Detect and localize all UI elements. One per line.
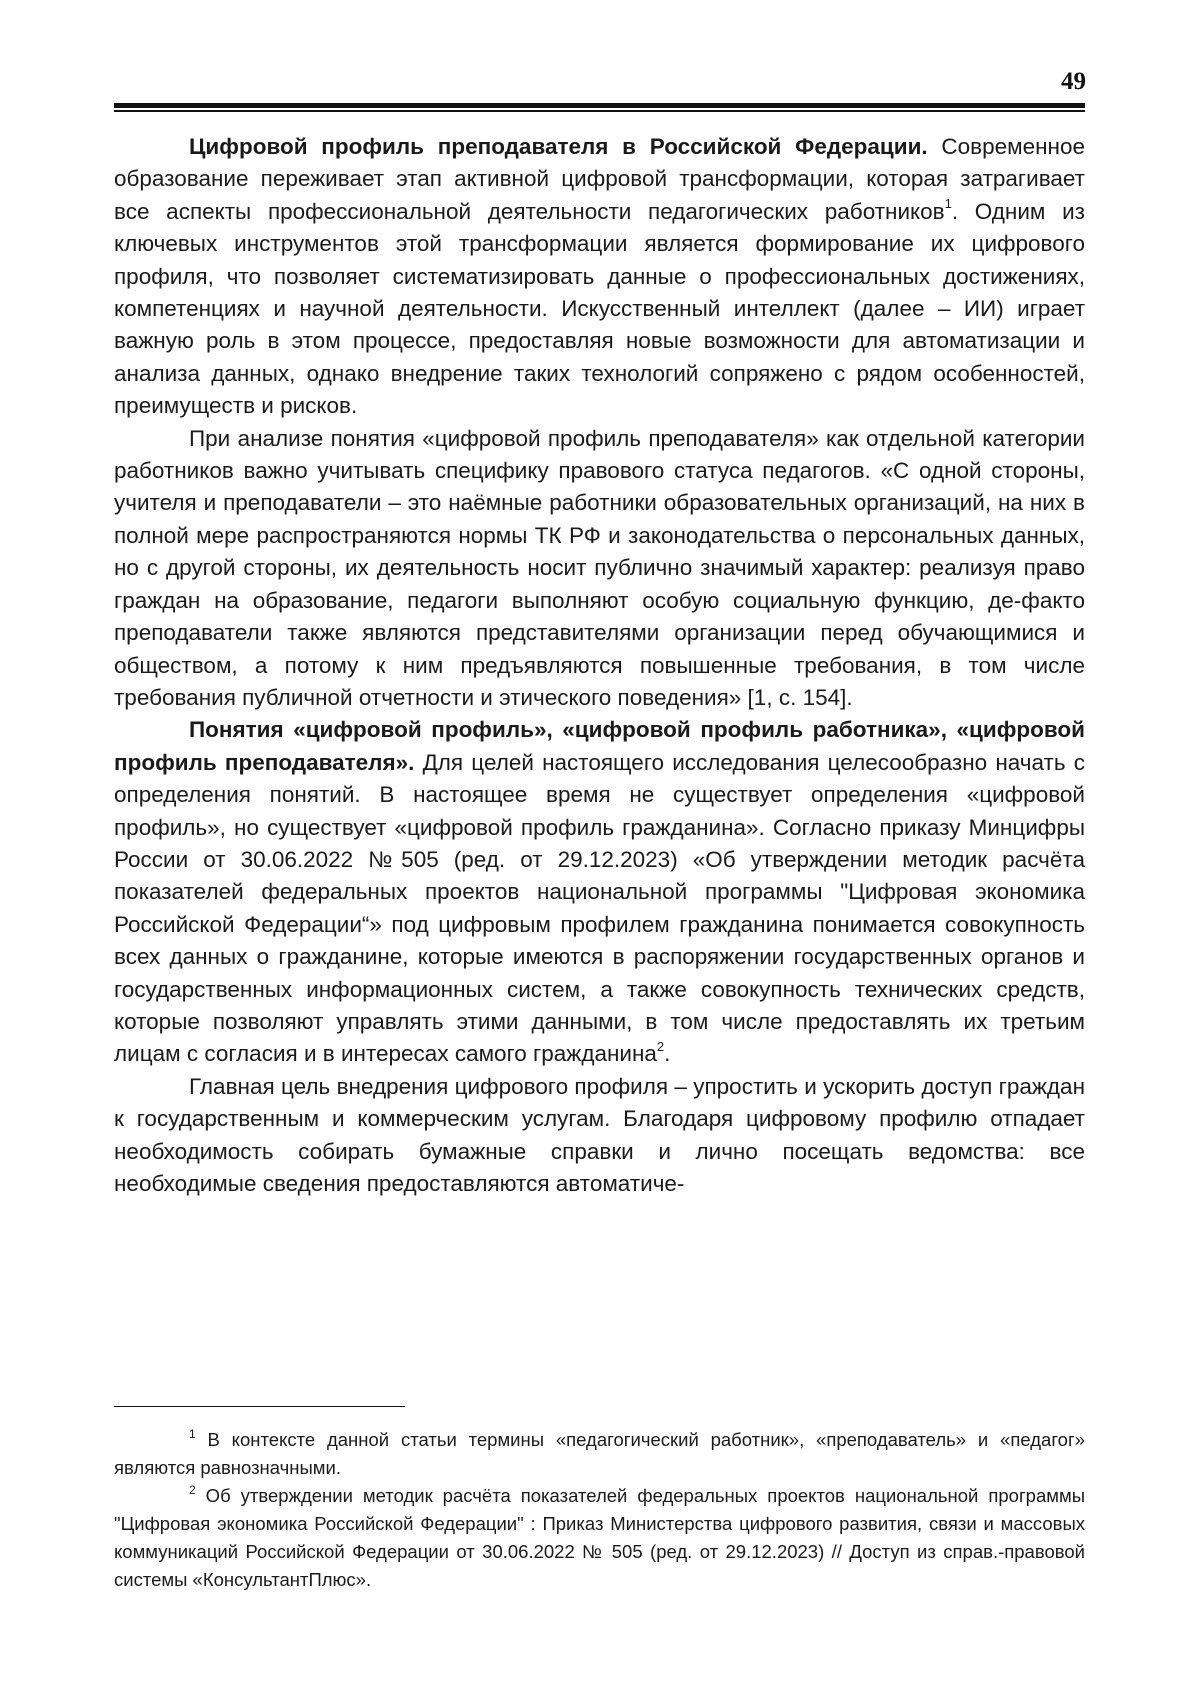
paragraph-2: При анализе понятия «цифровой профиль преподавателя» как отдельной категории работников важно учитывать специфику правового статуса педагогов. «С одной стороны, учителя и преподаватели – это наёмные работники образовательных организаций, на них в полной мере распространяются нормы ТК РФ и законодательства о персональных данных, но с другой стороны, их деятельность носит публично значимый характер: реализуя право граждан на образование, педагоги выполняют особую социальную функцию, де-факто преподаватели также являются представителями организации перед обучающимися и обществом, а потому к ним предъявляются повышенные требования, в том числе требования публичной отчетности и этического поведения» [1, с. 154]. xyxy=(114,425,1085,710)
footnote-2-number: 2 xyxy=(189,1482,196,1497)
footnote-1-text: В контексте данной статьи термины «педагогический работник», «преподаватель» и «педагог» являются равнозначными. xyxy=(114,1429,1085,1478)
paragraph-3-heading: Понятия «цифровой профиль», «цифровой профиль работника», «цифровой профиль преподавателя». xyxy=(114,717,1085,775)
footnote-ref-1: 1 xyxy=(944,196,952,212)
paragraph-1-heading: Цифровой профиль преподавателя в Российской Федерации. xyxy=(189,134,928,159)
footnotes xyxy=(114,1426,1085,1594)
footnote-1-number: 1 xyxy=(189,1426,196,1441)
body-text xyxy=(114,131,1085,1200)
footnote-2 xyxy=(114,1482,1085,1594)
paragraph-1 xyxy=(114,131,1085,423)
paragraph-1-text: Современное образование переживает этап активной цифровой трансформации, которая затрагивает все аспекты профессиональной деятельности педагогических работников xyxy=(114,134,1085,224)
paragraph-4: Главная цель внедрения цифрового профиля – упростить и ускорить доступ граждан к государственным и коммерческим услугам. Благодаря цифровому профилю отпадает необходимость собирать бумажные справки и лично посещать ведомства: все необходимые сведения предоставляются автоматиче- xyxy=(114,1073,1085,1196)
paragraph-1-text-cont: . Одним из ключевых инструментов этой трансформации является формирование их цифрового профиля, что позволяет систематизировать данные о профессиональных достижениях, компетенциях и научной деятельности. Искусственный интеллект (далее – ИИ) играет важную роль в этом процессе, предоставляя новые возможности для автоматизации и анализа данных, однако внедрение таких технологий сопряжено с рядом особенностей, преимуществ и рисков. xyxy=(114,198,1085,419)
paragraph-3 xyxy=(114,714,1085,1070)
footnote-separator xyxy=(114,1406,405,1407)
header-rule-thick xyxy=(114,103,1085,108)
footnote-ref-2: 2 xyxy=(656,1038,665,1054)
footnote-2-text: Об утверждении методик расчёта показателей федеральных проектов национальной программы "Цифровая экономика Российской Федерации" : Приказ Министерства цифрового развития, связи и массовых коммуникаций Российской Федерации от 30.06.2022 № 505 (ред. от 29.12.2023) // Доступ из справ.-правовой системы «КонсультантПлюс». xyxy=(114,1485,1085,1590)
paragraph-3-text-cont: . xyxy=(664,1041,671,1067)
header-rule-thin xyxy=(114,110,1085,112)
paragraph-3-text: Для целей настоящего исследования целесообразно начать с определения понятий. В настоящее время не существует определения «цифровой профиль», но существует «цифровой профиль гражданина». Согласно приказу Минцифры России от 30.06.2022 №505 (ред. от 29.12.2023) «Об утверждении методик расчёта показателей федеральных проектов национальной программы "Цифровая экономика Российской Федерации“» под цифровым профилем гражданина понимается совокупность всех данных о гражданине, которые имеются в распоряжении государственных органов и государственных информационных систем, а также совокупность технических средств, которые позволяют управлять этими данными, в том числе предоставлять их третьим лицам с согласия и в интересах самого гражданина xyxy=(114,749,1086,1067)
page-number: 49 xyxy=(1061,68,1086,95)
footnote-1 xyxy=(114,1426,1085,1482)
